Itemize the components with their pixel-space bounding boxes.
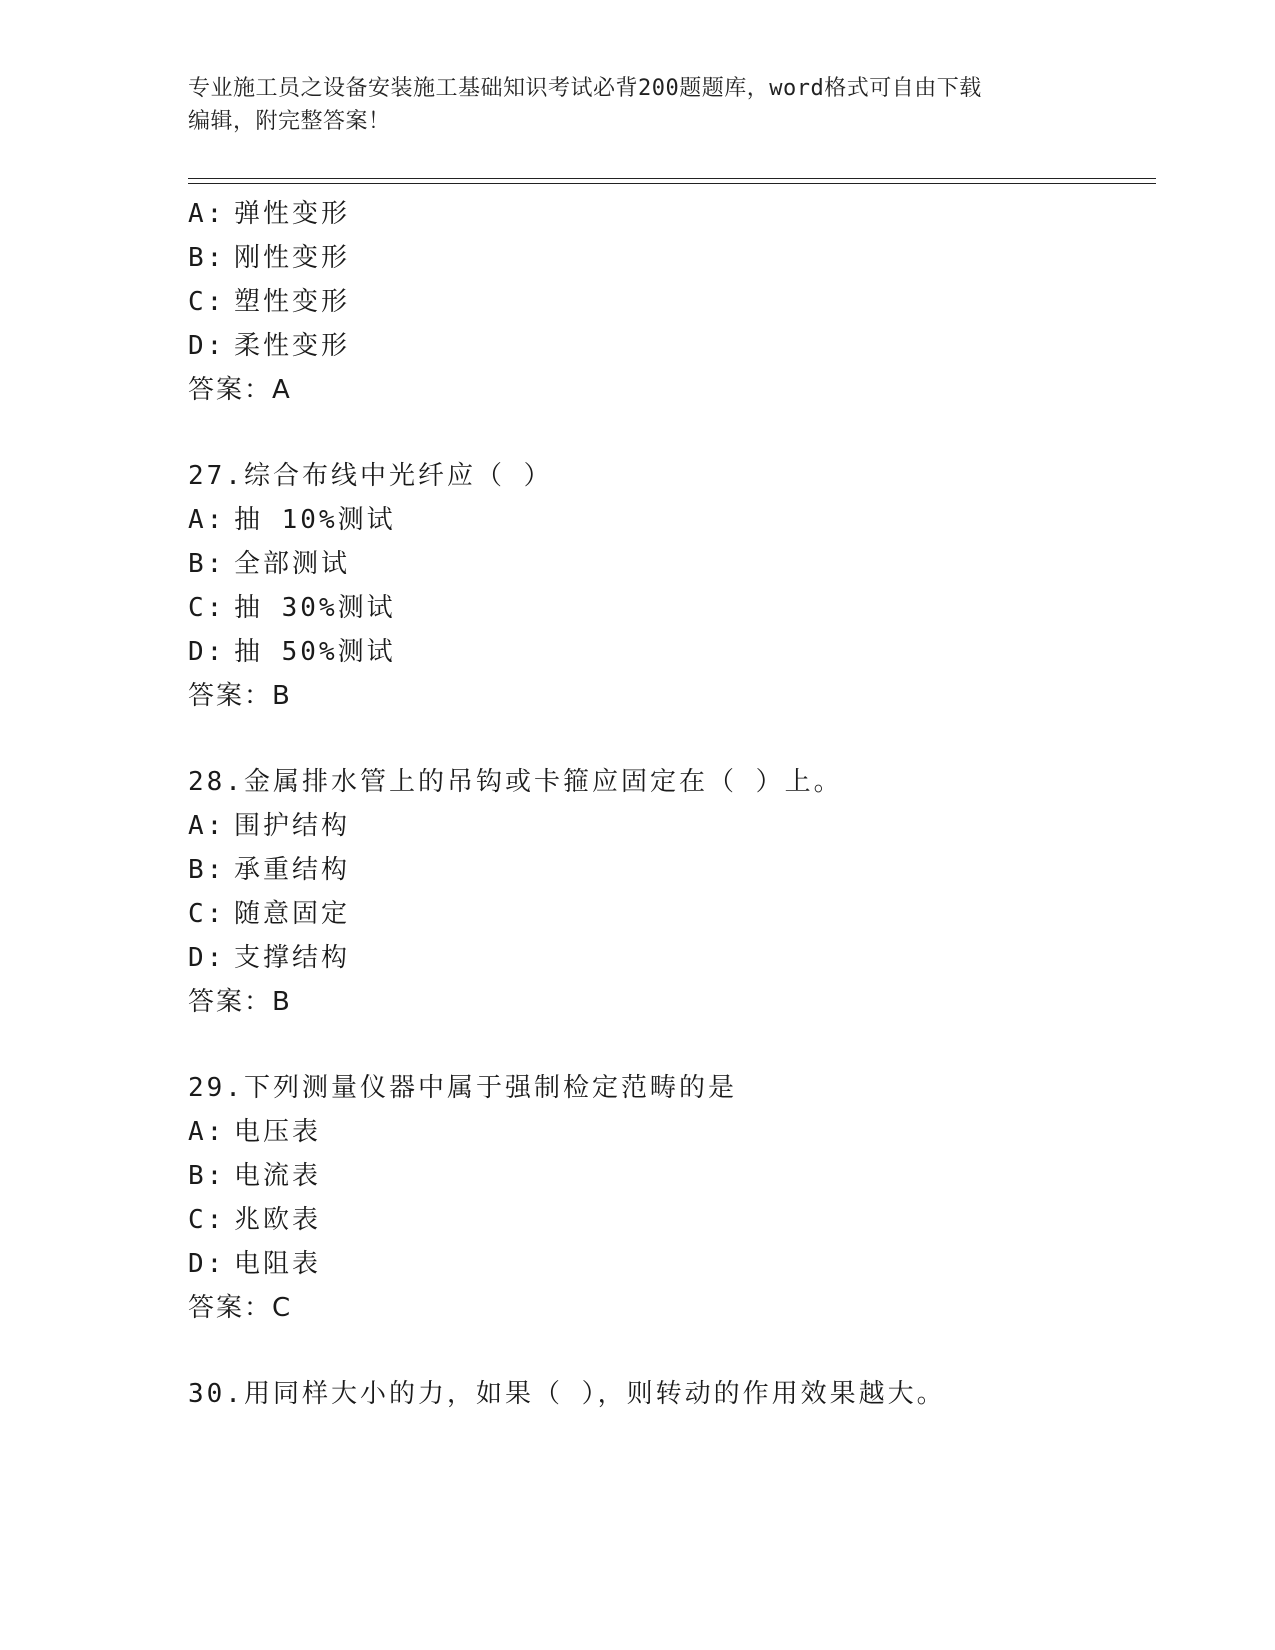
- option-text: 全部测试: [234, 549, 351, 579]
- q30-question: 30.用同样大小的力，如果（ ），则转动的作用效果越大。: [188, 1379, 946, 1409]
- option-text: 弹性变形: [234, 199, 351, 229]
- option-letter: A:: [188, 199, 226, 229]
- option-text: 电压表: [234, 1117, 322, 1147]
- q29-question: 29.下列测量仪器中属于强制检定范畴的是: [188, 1073, 737, 1103]
- option-text: 支撑结构: [234, 943, 351, 973]
- option-text: 兆欧表: [234, 1205, 322, 1235]
- q28-option-a: [188, 805, 350, 842]
- option-letter: C:: [188, 899, 226, 929]
- header-rule-top: [188, 178, 1156, 179]
- q28-answer: 答案：B: [188, 987, 292, 1017]
- q27-answer: 答案：B: [188, 681, 292, 711]
- option-letter: B:: [188, 1161, 226, 1191]
- option-letter: D:: [188, 1249, 226, 1279]
- option-letter: D:: [188, 331, 226, 361]
- option-letter: B:: [188, 243, 226, 273]
- option-text: 承重结构: [234, 855, 351, 885]
- option-text: 电流表: [234, 1161, 322, 1191]
- q27-question: 27.综合布线中光纤应（ ）: [188, 461, 553, 491]
- option-text: 抽 50%测试: [234, 637, 396, 667]
- document-header: [188, 72, 1088, 138]
- q27-option-d: [188, 631, 396, 668]
- option-text: 抽 30%测试: [234, 593, 396, 623]
- option-letter: A:: [188, 1117, 226, 1147]
- option-text: 柔性变形: [234, 331, 351, 361]
- option-letter: D:: [188, 637, 226, 667]
- header-line-2: 编辑，附完整答案！: [188, 109, 391, 134]
- option-text: 随意固定: [234, 899, 351, 929]
- option-text: 刚性变形: [234, 243, 351, 273]
- option-letter: B:: [188, 855, 226, 885]
- option-letter: C:: [188, 593, 226, 623]
- option-letter: D:: [188, 943, 226, 973]
- q26-option-b: [188, 237, 350, 274]
- option-letter: B:: [188, 549, 226, 579]
- q26-option-c: [188, 281, 350, 318]
- q28-option-c: [188, 893, 350, 930]
- q26-answer: 答案：A: [188, 375, 292, 405]
- option-text: 围护结构: [234, 811, 351, 841]
- q27-option-c: [188, 587, 396, 624]
- option-text: 抽 10%测试: [234, 505, 396, 535]
- q29-option-a: [188, 1111, 321, 1148]
- q26-option-d: [188, 325, 350, 362]
- option-text: 电阻表: [234, 1249, 322, 1279]
- q29-option-b: [188, 1155, 321, 1192]
- option-letter: C:: [188, 1205, 226, 1235]
- header-rule-bottom: [188, 183, 1156, 184]
- option-letter: A:: [188, 505, 226, 535]
- option-letter: C:: [188, 287, 226, 317]
- q29-option-d: [188, 1243, 321, 1280]
- option-text: 塑性变形: [234, 287, 351, 317]
- q28-option-b: [188, 849, 350, 886]
- q28-question: 28.金属排水管上的吊钩或卡箍应固定在（ ）上。: [188, 767, 843, 797]
- q26-option-a: [188, 193, 350, 230]
- q28-option-d: [188, 937, 350, 974]
- q29-option-c: [188, 1199, 321, 1236]
- option-letter: A:: [188, 811, 226, 841]
- q27-option-b: [188, 543, 350, 580]
- q29-answer: 答案：C: [188, 1293, 293, 1323]
- header-line-1: 专业施工员之设备安装施工基础知识考试必背200题题库，word格式可自由下载: [188, 76, 982, 101]
- q27-option-a: [188, 499, 396, 536]
